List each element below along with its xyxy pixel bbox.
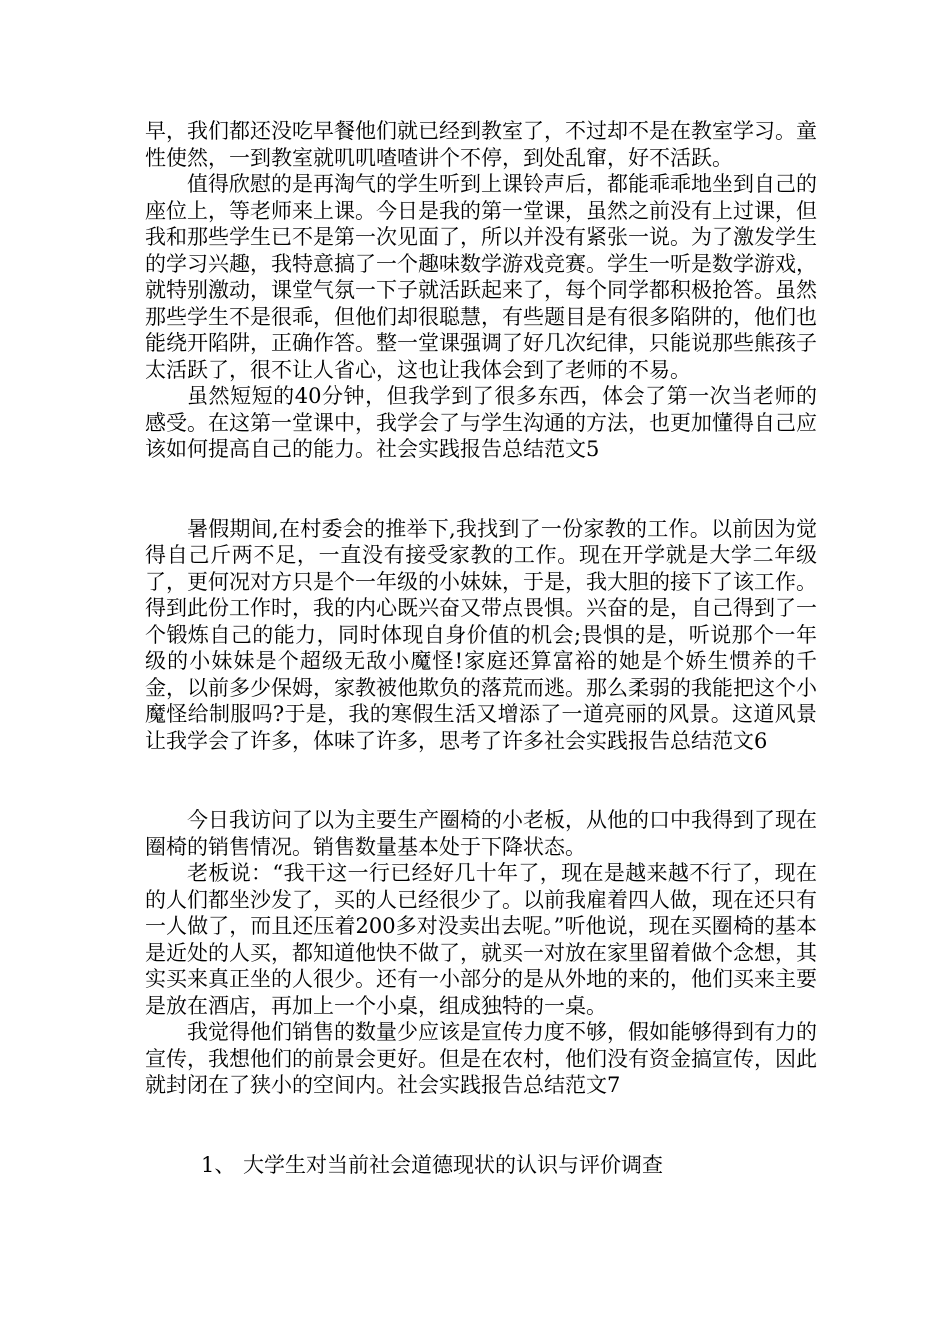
spacer bbox=[145, 754, 817, 807]
paragraph: 今日我访问了以为主要生产圈椅的小老板，从他的口中我得到了现在圈椅的销售情况。销售数量基本处于下降状态。 bbox=[145, 808, 817, 859]
paragraph: 值得欣慰的是再淘气的学生听到上课铃声后，都能乖乖地坐到自己的座位上，等老师来上课。今日是我的第一堂课，虽然之前没有上过课，但我和那些学生已不是第一次见面了，所以并没有紧张一说。为了激发学生的学习兴趣，我特意搞了一个趣味数学游戏竞赛。学生一听是数学游戏，就特别激动，课堂气氛一下子就活跃起来了，每个同学都积极抢答。虽然那些学生不是很乖，但他们却很聪慧，有些题目是有很多陷阱的，他们也能绕开陷阱，正确作答。整一堂课强调了好几次纪律，只能说那些熊孩子太活跃了，很不让人省心，这也让我体会到了老师的不易。 bbox=[145, 172, 817, 382]
spacer bbox=[145, 1099, 817, 1152]
paragraph: 早，我们都还没吃早餐他们就已经到教室了，不过却不是在教室学习。童性使然，一到教室就叽叽喳喳讲个不停，到处乱窜，好不活跃。 bbox=[145, 119, 817, 170]
document-page bbox=[145, 118, 817, 1178]
spacer bbox=[145, 463, 817, 516]
list-item-number: 1、 bbox=[201, 1152, 236, 1177]
paragraph: 我觉得他们销售的数量少应该是宣传力度不够，假如能够得到有力的宣传，我想他们的前景会更好。但是在农村，他们没有资金搞宣传，因此就封闭在了狭小的空间内。社会实践报告总结范文7 bbox=[145, 1020, 817, 1097]
paragraph: 虽然短短的40分钟，但我学到了很多东西，体会了第一次当老师的感受。在这第一堂课中，我学会了与学生沟通的方法，也更加懂得自己应该如何提高自己的能力。社会实践报告总结范文5 bbox=[145, 384, 817, 461]
list-item-text: 大学生对当前社会道德现状的认识与评价调查 bbox=[243, 1152, 663, 1177]
list-item bbox=[145, 1152, 817, 1179]
paragraph: 暑假期间,在村委会的推举下,我找到了一份家教的工作。以前因为觉得自己斤两不足，一直没有接受家教的工作。现在开学就是大学二年级了，更何况对方只是个一年级的小妹妹，于是，我大胆的接下了该工作。得到此份工作时，我的内心既兴奋又带点畏惧。兴奋的是，自己得到了一个锻炼自己的能力，同时体现自身价值的机会;畏惧的是，听说那个一年级的小妹妹是个超级无敌小魔怪!家庭还算富裕的她是个娇生惯养的千金，以前多少保姆，家教被他欺负的落荒而逃。那么柔弱的我能把这个小魔怪给制服吗?于是，我的寒假生活又增添了一道亮丽的风景。这道风景让我学会了许多，体味了许多，思考了许多社会实践报告总结范文6 bbox=[145, 516, 817, 753]
paragraph: 老板说：“我干这一行已经好几十年了，现在是越来越不行了，现在的人们都坐沙发了，买的人已经很少了。以前我雇着四人做，现在还只有一人做了，而且还压着200多对没卖出去呢。”听他说，现在买圈椅的基本是近处的人买，都知道他快不做了，就买一对放在家里留着做个念想，其实买来真正坐的人很少。还有一小部分的是从外地的来的，他们买来主要是放在酒店，再加上一个小桌，组成独特的一桌。 bbox=[145, 861, 817, 1018]
